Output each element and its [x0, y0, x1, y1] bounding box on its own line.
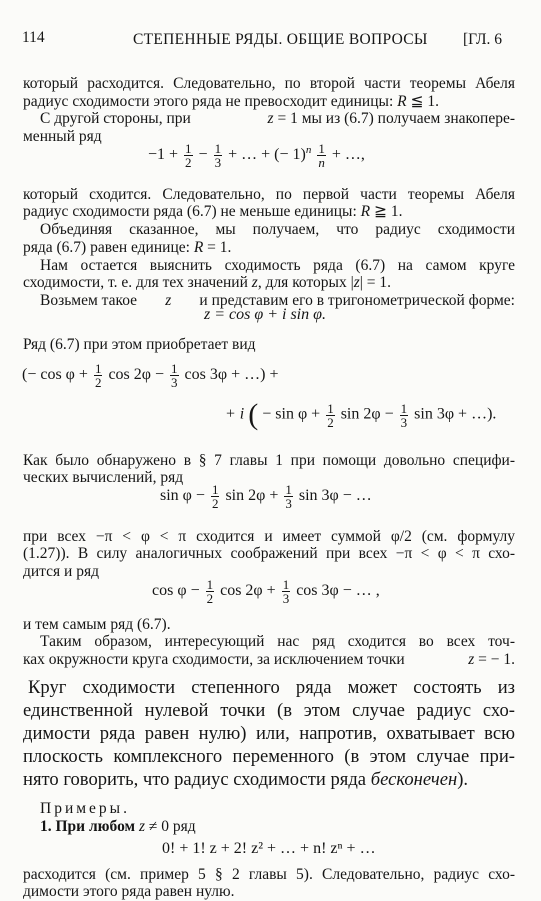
denominator: 2 — [94, 375, 102, 390]
formula-part: sin φ − — [160, 487, 205, 505]
text-line: дится и ряд — [23, 563, 99, 580]
numerator: 1 — [206, 577, 214, 592]
formula-factorial-series: 0! + 1! z + 2! z² + … + n! zⁿ + … — [162, 840, 376, 857]
denominator: 3 — [285, 496, 292, 511]
text-line: и тем самым ряд (6.7). — [23, 616, 171, 633]
formula-part: sin 3φ + … — [414, 405, 488, 423]
fraction — [170, 362, 179, 389]
text-span: = 1. — [203, 239, 232, 256]
examples-heading: Примеры. — [40, 800, 130, 817]
text-line — [40, 110, 515, 128]
fraction — [282, 578, 291, 605]
fraction — [211, 483, 220, 510]
formula-part: + …, — [331, 146, 365, 164]
text-line: Как было обнаружено в § 7 главы 1 при помощи довольно специфи- — [23, 452, 515, 469]
formula-part: + i — [225, 405, 245, 423]
denominator: 2 — [211, 496, 219, 511]
numerator: 1 — [285, 482, 292, 497]
text-line: Ряд (6.7) при этом приобретает вид — [23, 336, 256, 353]
theorem-line — [23, 768, 468, 792]
numerator: 1 — [185, 141, 192, 156]
text-line — [40, 818, 196, 836]
numerator: 1 — [171, 361, 178, 376]
denominator: 3 — [171, 375, 178, 390]
emphasis: бесконечен — [370, 769, 458, 790]
formula-part: sin 3φ − … — [298, 487, 372, 505]
math-var: R — [193, 239, 204, 256]
formula-part: sin 2φ + — [225, 487, 279, 505]
text-span: нято говорить, что радиус сходимости ряда — [23, 769, 367, 790]
formula-real-part — [22, 362, 278, 389]
formula-part: + … + (− 1) — [228, 146, 306, 164]
math-var: z — [267, 110, 274, 127]
math-var: R — [360, 203, 371, 220]
numerator: 1 — [400, 400, 408, 416]
text-line: расходится (см. пример 5 § 2 главы 5). Следовательно, радиус схо- — [23, 866, 515, 883]
text-line — [23, 239, 231, 257]
formula-part: cos 3φ + … — [184, 366, 261, 384]
formula-part: sin 2φ − — [340, 405, 394, 423]
running-title: СТЕПЕННЫЕ РЯДЫ. ОБЩИЕ ВОПРОСЫ — [133, 31, 428, 48]
text-span: ≠ 0 ряд — [145, 818, 196, 835]
text-line — [23, 203, 402, 221]
formula-alternating-series — [148, 142, 365, 169]
denominator: 3 — [282, 591, 290, 606]
text-span: ≦ 1. — [406, 93, 439, 110]
formula-part: − sin φ + — [262, 405, 321, 423]
text-line — [23, 93, 439, 111]
denominator: 2 — [185, 155, 192, 170]
text-span: ряда (6.7) равен единице: — [23, 239, 190, 256]
theorem-line: плоскость комплексного переменного (в этом случае при- — [23, 746, 515, 767]
theorem-line: Круг сходимости степенного ряда может состоять из — [28, 677, 515, 698]
numerator: 1 — [211, 482, 219, 497]
text-span: ). — [457, 769, 469, 790]
text-span: радиус сходимости этого ряда не превосходит единицы: — [23, 93, 394, 110]
fraction — [284, 483, 293, 510]
text-line: димости этого ряда равен нулю. — [23, 883, 235, 900]
text-span — [468, 651, 515, 669]
formula-part: −1 + — [148, 146, 179, 164]
text-span: ≧ 1. — [370, 203, 403, 220]
fraction — [184, 142, 193, 169]
text-span: = 1 мы из (6.7) получаем знакопере- — [273, 110, 515, 127]
text-span: 1. При любом — [40, 818, 136, 835]
denominator: n — [318, 155, 325, 170]
formula-part: cos 3φ − … , — [296, 582, 380, 600]
denominator: 2 — [206, 591, 214, 606]
numerator: 1 — [327, 400, 334, 416]
theorem-line: единственной нулевой точки (в этом случае радиус схо- — [23, 700, 515, 721]
text-line — [23, 651, 515, 669]
numerator: 1 — [282, 577, 290, 592]
formula-part: cos φ − — [152, 582, 200, 600]
text-span: , для которых | — [257, 274, 354, 291]
paren-open: ( — [248, 398, 259, 431]
text-line — [23, 274, 391, 292]
text-span: сходимости, т. е. для тех значений — [23, 274, 248, 291]
math-var: z — [468, 651, 475, 668]
math-var: z — [138, 818, 146, 835]
formula-part: − — [198, 146, 208, 164]
formula-trig-form: z = cos φ + i sin φ. — [204, 306, 326, 323]
chapter-marker: [ГЛ. 6 — [463, 31, 502, 48]
denominator: 3 — [214, 155, 222, 170]
text-span: С другой стороны, при — [40, 110, 191, 127]
formula-part: cos 2φ − — [108, 366, 165, 384]
exponent: n — [305, 143, 312, 156]
formula-part: ) + — [260, 366, 279, 384]
fraction — [206, 578, 215, 605]
fraction — [326, 402, 335, 429]
numerator: 1 — [318, 141, 325, 156]
numerator: 1 — [94, 361, 102, 376]
text-span: = − 1. — [474, 651, 515, 668]
formula-cosine-series — [152, 578, 380, 605]
formula-imag-part — [225, 400, 496, 430]
page-number: 114 — [22, 29, 45, 46]
fraction — [400, 402, 409, 429]
formula-part: cos 2φ + — [220, 582, 276, 600]
denominator: 2 — [327, 414, 334, 430]
text-span: радиус сходимости ряда (6.7) не меньше единицы: — [23, 203, 357, 220]
text-line: Таким образом, интересующий нас ряд сходится во всех точ- — [40, 633, 515, 650]
fraction — [94, 362, 103, 389]
theorem-line: димости ряда равен нулю) или, напротив, охватывает всю — [23, 723, 515, 744]
numerator: 1 — [214, 141, 222, 156]
text-span: ках окружности круга сходимости, за исключением точки — [23, 651, 405, 668]
math-var: R — [397, 93, 407, 110]
formula-part: ). — [487, 405, 497, 423]
text-line: который расходится. Следовательно, по второй части теоремы Абеля — [23, 75, 515, 92]
text-span — [268, 110, 515, 128]
text-line: менный ряд — [23, 128, 102, 145]
text-line: Объединяя сказанное, мы получаем, что радиус сходимости — [40, 221, 515, 238]
text-span: и представим его в тригонометрической форме: — [199, 292, 515, 309]
text-span: Возьмем такое — [40, 292, 138, 309]
text-line: (1.27)). В силу аналогичных соображений при всех −π < φ < π схо- — [23, 545, 515, 562]
denominator: 3 — [400, 414, 408, 430]
text-line: который сходится. Следовательно, по первой части теоремы Абеля — [23, 186, 515, 203]
math-var: z — [353, 274, 360, 291]
fraction — [317, 142, 326, 169]
fraction — [214, 142, 223, 169]
formula-sine-series — [160, 483, 372, 510]
math-var: z — [251, 274, 258, 291]
math-var: z — [165, 292, 172, 309]
text-line: при всех −π < φ < π сходится и имеет суммой φ/2 (см. формулу — [23, 528, 515, 545]
text-span: | = 1. — [359, 274, 391, 291]
formula-part: (− cos φ + — [22, 366, 88, 384]
text-line: Нам остается выяснить сходимость ряда (6.7) на самом круге — [40, 257, 515, 274]
text-line: ческих вычислений, ряд — [23, 469, 184, 486]
